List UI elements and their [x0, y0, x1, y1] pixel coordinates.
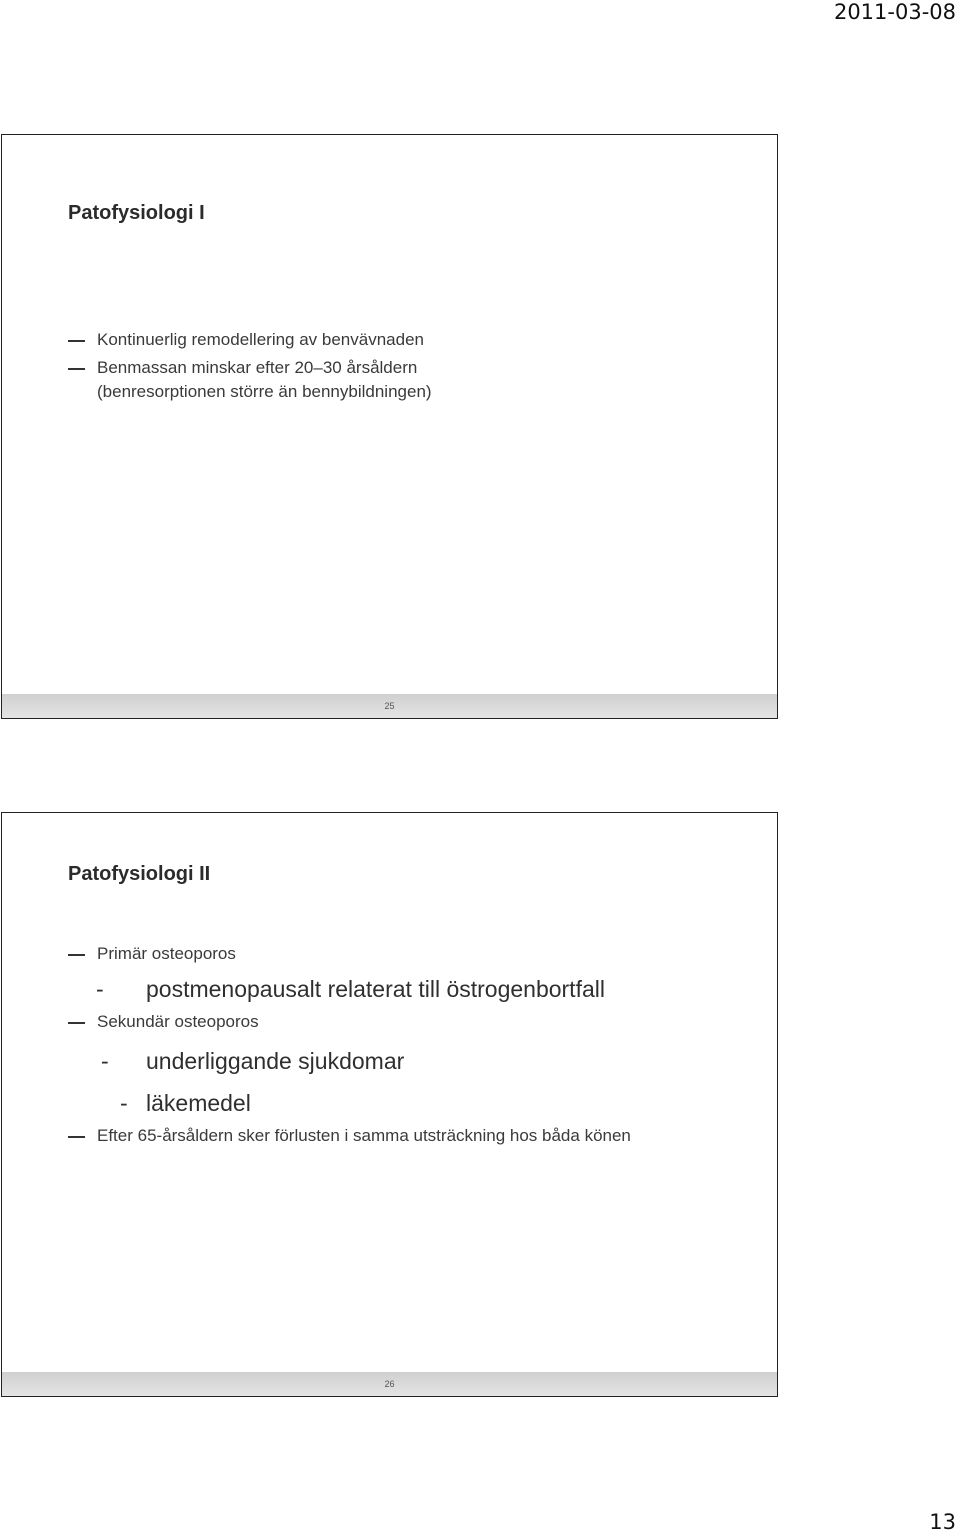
- bullet-text: Primär osteoporos: [97, 944, 236, 963]
- bullet-item: [68, 1011, 757, 1033]
- slide-title: Patofysiologi I: [68, 202, 205, 224]
- dash-bullet-icon: [68, 1022, 85, 1024]
- slide-26: [1, 812, 778, 1397]
- slide-number: 26: [384, 1379, 395, 1389]
- bullet-text: Benmassan minskar efter 20–30 årsåldern: [97, 358, 418, 377]
- bullet-text: Sekundär osteoporos: [97, 1012, 259, 1031]
- bullet-list: [68, 943, 757, 1147]
- slide-25: [1, 134, 778, 719]
- bullet-item: [68, 329, 757, 351]
- dash-bullet-icon: [68, 368, 85, 370]
- slide-footer: [2, 694, 777, 718]
- bullet-list: [68, 329, 757, 406]
- sub-bullet-text: postmenopausalt relaterat till östrogenbortfall: [146, 976, 605, 1002]
- slide-title: Patofysiologi II: [68, 863, 211, 885]
- sub-bullet-item: [68, 1045, 757, 1077]
- bullet-text: Efter 65-årsåldern sker förlusten i samma utsträckning hos båda könen: [97, 1126, 631, 1145]
- bullet-item: [68, 357, 757, 379]
- dash-bullet-icon: [68, 340, 85, 342]
- page-number: 13: [929, 1510, 956, 1534]
- hyphen-marker: -: [96, 976, 104, 1002]
- sub-bullet-item: [68, 1087, 757, 1119]
- bullet-item: [68, 943, 757, 965]
- dash-bullet-icon: [68, 1136, 85, 1138]
- hyphen-marker: -: [120, 1090, 128, 1116]
- slide-number: 25: [384, 701, 395, 711]
- slide-footer: [2, 1372, 777, 1396]
- sub-bullet-item: [68, 973, 757, 1005]
- dash-bullet-icon: [68, 954, 85, 956]
- bullet-item: [68, 1125, 757, 1147]
- bullet-text: Kontinuerlig remodellering av benvävnaden: [97, 330, 424, 349]
- sub-bullet-text: underliggande sjukdomar: [146, 1048, 405, 1074]
- hyphen-marker: -: [101, 1048, 109, 1074]
- bullet-continuation: (benresorptionen större än bennybildningen): [97, 382, 432, 401]
- sub-bullet-text: läkemedel: [146, 1090, 251, 1116]
- page-date: 2011-03-08: [833, 0, 956, 24]
